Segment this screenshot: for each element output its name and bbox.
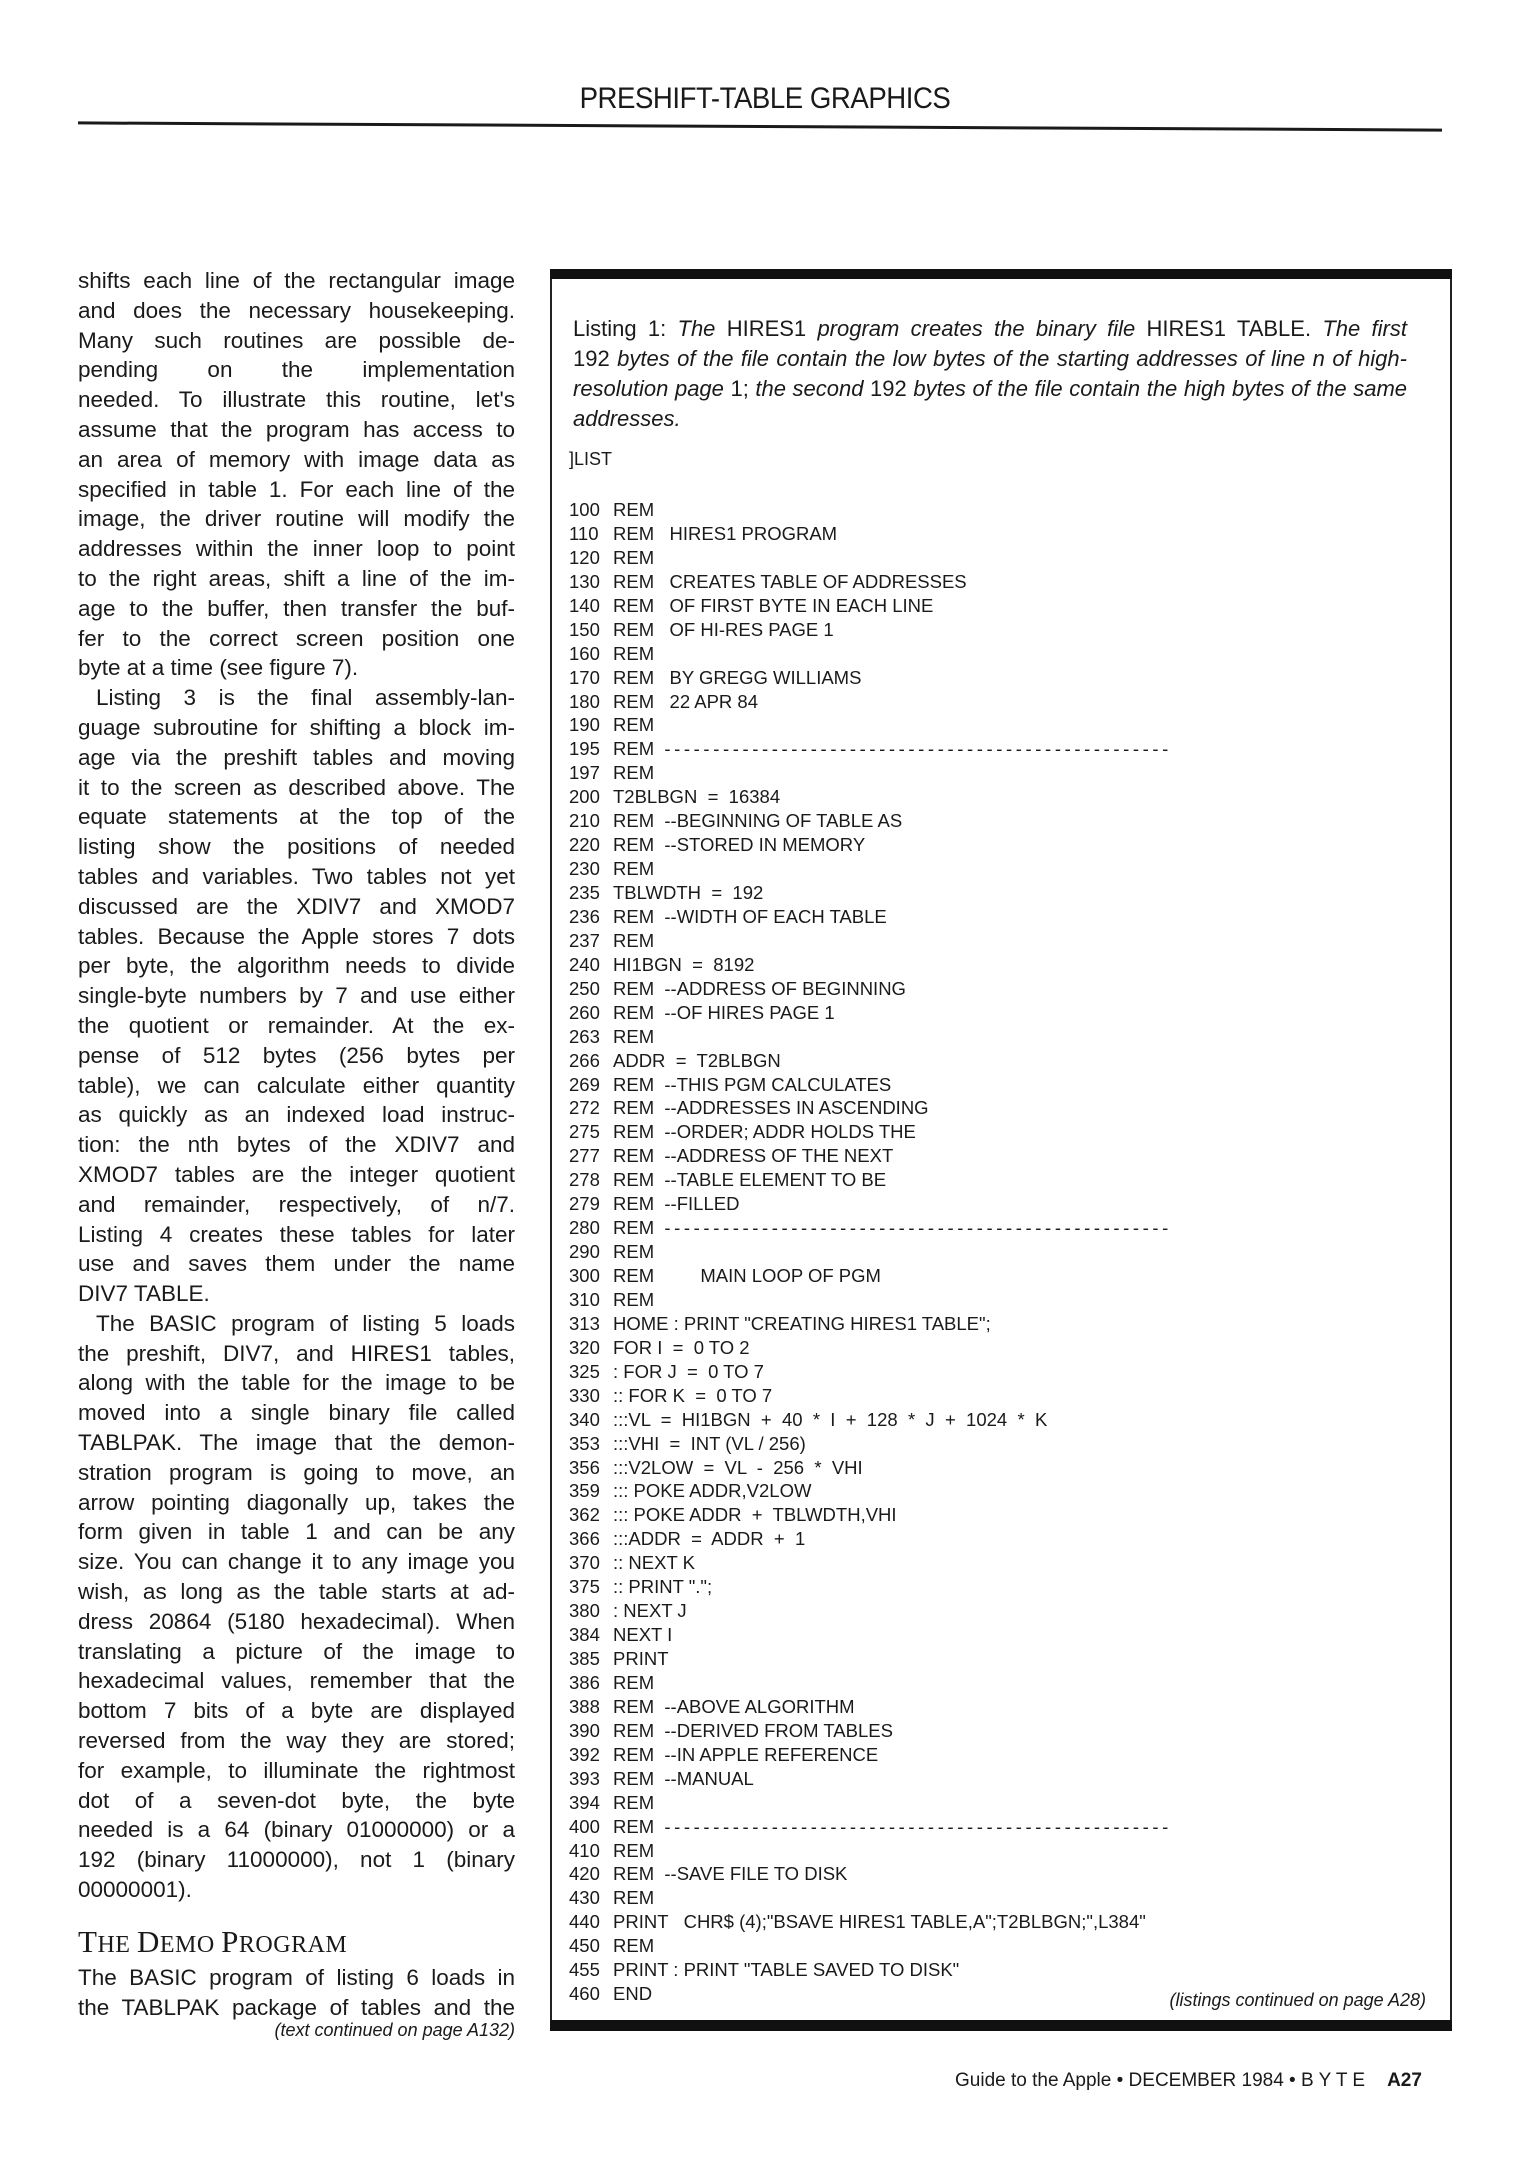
line-number: 310 [569,1288,600,1310]
body-text-line: XMOD7 tables are the integer quotient [78,1161,515,1187]
body-text-line: image, the driver routine will modify the [78,506,515,532]
code-statement: NEXT I [613,1624,673,1646]
line-number: 100 [569,499,600,520]
code-statement: REM MAIN LOOP OF PGM [613,1265,881,1286]
code-statement: PRINT CHR$ (4);"BSAVE HIRES1 TABLE,A";T2BLBGN;",L384" [613,1911,1146,1933]
line-number: 330 [569,1384,600,1406]
code-line [569,1503,1172,1527]
caption-line [573,374,1407,404]
line-number: 356 [569,1456,600,1478]
code-line [569,977,1172,1001]
code-statement: REM --ADDRESSES IN ASCENDING [613,1097,929,1119]
line-number: 325 [569,1360,600,1382]
body-text-line: Listing 3 is the final assembly-lan- [96,685,515,711]
body-text-line: needed is a 64 (binary 01000000) or a [78,1817,515,1843]
separator-dashes: ---------------------------------------------------- [664,1217,1172,1239]
code-line [569,546,1172,570]
code-statement: : FOR J = 0 TO 7 [613,1360,764,1382]
code-statement: REM [613,714,655,736]
line-number: 353 [569,1432,600,1454]
code-line [569,1192,1172,1216]
line-number: 300 [569,1265,600,1286]
code-statement: REM [613,929,655,951]
body-text-line: pense of 512 bytes (256 bytes per [78,1042,515,1068]
line-number: 450 [569,1935,600,1957]
code-statement: REM --IN APPLE REFERENCE [613,1743,879,1765]
line-number: 366 [569,1528,600,1550]
body-text-line: discussed are the XDIV7 and XMOD7 [78,893,515,919]
line-number: 180 [569,690,600,712]
caption-segment: the second [755,376,871,401]
code-statement: :: FOR K = 0 TO 7 [613,1384,773,1406]
caption-segment: HIRES1 [726,316,818,341]
code-statement: HOME : PRINT "CREATING HIRES1 TABLE"; [613,1312,991,1334]
code-line [569,1575,1172,1599]
code-line [569,809,1172,833]
caption-segment: addresses. [573,406,681,431]
listing-box-top-bar [550,269,1452,279]
line-number: 440 [569,1911,600,1933]
code-statement: REM [613,1887,655,1909]
body-text-line: bottom 7 bits of a byte are displayed [78,1698,515,1724]
code-statement: : NEXT J [613,1600,687,1622]
code-line [569,929,1172,953]
line-number: 197 [569,762,600,784]
listing-box [550,269,1452,2031]
body-text-line: the TABLPAK package of tables and the [78,1994,515,2020]
line-number: 250 [569,977,600,999]
line-number: 394 [569,1791,600,1813]
body-text-line: hexadecimal values, remember that the [78,1668,515,1694]
code-line [569,522,1172,546]
body-text-line: and remainder, respectively, of n/7. [78,1191,515,1217]
code-line [569,1791,1172,1815]
body-text-line: arrow pointing diagonally up, takes the [78,1489,515,1515]
body-text-line: table), we can calculate either quantity [78,1072,515,1098]
demo-program-paragraph [78,1963,515,2023]
body-text-line: as quickly as an indexed load instruc- [78,1102,515,1128]
footer-publication: Guide to the Apple • DECEMBER 1984 • B Y T E [955,2070,1366,2091]
line-number: 220 [569,834,600,856]
code-statement: PRINT [613,1648,669,1669]
line-number: 150 [569,618,600,640]
body-text-line: for example, to illuminate the rightmost [78,1757,515,1783]
code-statement: REM [613,499,655,520]
line-number: 269 [569,1073,600,1095]
code-statement: REM --ORDER; ADDR HOLDS THE [613,1121,916,1143]
body-text-line: tables and variables. Two tables not yet [78,863,515,889]
code-statement: REM [613,1671,655,1693]
code-line [569,1073,1172,1097]
body-text-line: fer to the correct screen position one [78,625,515,651]
code-line [569,1815,1172,1839]
code-line [569,1288,1172,1312]
caption-line [573,314,1407,344]
code-statement: REM --SAVE FILE TO DISK [613,1863,848,1885]
line-number: 210 [569,810,600,832]
body-text-line: along with the table for the image to be [78,1370,515,1396]
code-statement: REM HIRES1 PROGRAM [613,522,838,544]
code-line [569,1958,1172,1982]
listing-box-bottom-bar [550,2020,1452,2031]
code-statement: REM OF HI-RES PAGE 1 [613,618,834,640]
code-line [569,1312,1172,1336]
listings-continued-note: (listings continued on page A28) [1169,1990,1426,2010]
line-number: 392 [569,1743,600,1765]
body-text-line: needed. To illustrate this routine, let's [78,387,515,413]
code-statement: REM [613,738,665,760]
caption-segment: 1; [730,376,756,401]
code-line [569,713,1172,737]
line-number: 393 [569,1767,600,1789]
body-text-line: age to the buffer, then transfer the buf- [78,595,515,621]
code-statement: REM BY GREGG WILLIAMS [613,666,862,688]
line-number: 266 [569,1049,600,1071]
code-line [569,1432,1172,1456]
code-statement: REM [613,858,655,880]
line-number: 384 [569,1624,600,1646]
body-text-line: 00000001). [78,1877,192,1903]
code-line [569,1527,1172,1551]
code-statement: REM --OF HIRES PAGE 1 [613,1001,835,1023]
line-number: 160 [569,642,600,664]
code-line [569,1599,1172,1623]
code-line [569,1743,1172,1767]
body-text-line: an area of memory with image data as [78,446,515,472]
body-text-line: reversed from the way they are stored; [78,1728,515,1754]
line-number: 280 [569,1217,600,1239]
code-statement: :::VL = HI1BGN + 40 * I + 128 * J + 1024 * K [613,1408,1048,1430]
line-number: 455 [569,1959,600,1981]
body-text-line: it to the screen as described above. The [78,774,515,800]
code-line [569,1025,1172,1049]
code-statement: REM [613,762,655,784]
line-number: 385 [569,1648,600,1669]
body-text-line: DIV7 TABLE. [78,1281,210,1307]
body-text-line: stration program is going to move, an [78,1459,515,1485]
body-text-line: pending on the implementation [78,357,515,383]
line-number: 230 [569,858,600,880]
code-statement: REM --ADDRESS OF THE NEXT [613,1145,894,1167]
listing-caption [573,314,1407,434]
code-statement: :::ADDR = ADDR + 1 [613,1528,806,1550]
article-paragraphs [78,266,515,1905]
line-number: 170 [569,666,600,688]
code-line [569,690,1172,714]
list-command: ]LIST [569,449,613,469]
code-line [569,1144,1172,1168]
code-statement: TBLWDTH = 192 [613,882,764,903]
code-line [569,1982,1172,2006]
line-number: 235 [569,882,600,903]
code-statement: REM --BEGINNING OF TABLE AS [613,810,903,832]
line-number: 359 [569,1480,600,1502]
page-number: A27 [1387,2070,1422,2091]
code-line [569,833,1172,857]
code-line [569,1096,1172,1120]
body-text-line: tables. Because the Apple stores 7 dots [78,923,515,949]
line-number: 236 [569,905,600,927]
body-text-line: form given in table 1 and can be any [78,1519,515,1545]
code-line [569,761,1172,785]
code-statement: :::V2LOW = VL - 256 * VHI [613,1456,863,1478]
line-number: 375 [569,1576,600,1598]
code-line [569,1408,1172,1432]
code-line [569,1862,1172,1886]
body-text-line: per byte, the algorithm needs to divide [78,953,515,979]
code-statement: REM --WIDTH OF EACH TABLE [613,905,887,927]
line-number: 237 [569,929,600,951]
code-line [569,594,1172,618]
body-text-line: Listing 4 creates these tables for later [78,1221,515,1247]
code-statement: FOR I = 0 TO 2 [613,1336,750,1358]
body-text-line: equate statements at the top of the [78,804,515,830]
caption-segment: bytes of the file contain the high bytes of the same [913,376,1408,401]
line-number: 320 [569,1336,600,1358]
code-statement: REM --ADDRESS OF BEGINNING [613,977,906,999]
body-text-line: guage subroutine for shifting a block im- [78,714,515,740]
caption-segment: 192 [870,376,914,401]
basic-code-listing [569,498,1172,2006]
code-statement: ADDR = T2BLBGN [613,1049,781,1071]
line-number: 370 [569,1552,600,1574]
code-statement: REM [613,1025,655,1047]
caption-segment: The [677,316,727,341]
code-line [569,1168,1172,1192]
body-text-line: dress 20864 (5180 hexadecimal). When [78,1608,515,1634]
line-number: 390 [569,1719,600,1741]
code-statement: REM [613,1217,665,1239]
code-statement: REM [613,1839,655,1861]
code-line [569,1240,1172,1264]
code-statement: REM --ABOVE ALGORITHM [613,1695,855,1717]
code-line [569,905,1172,929]
code-statement: :: NEXT K [613,1552,695,1574]
line-number: 275 [569,1121,600,1143]
code-line [569,881,1172,905]
code-statement: REM --THIS PGM CALCULATES [613,1073,892,1095]
code-statement: REM CREATES TABLE OF ADDRESSES [613,570,967,592]
running-head-title: PRESHIFT-TABLE GRAPHICS [579,82,951,115]
code-line [569,1910,1172,1934]
body-text-line: TABLPAK. The image that the demon- [78,1430,515,1456]
line-number: 260 [569,1001,600,1023]
code-statement: ::: POKE ADDR,V2LOW [613,1480,812,1502]
code-line [569,1479,1172,1503]
body-text-line: The BASIC program of listing 5 loads [96,1310,515,1336]
code-line [569,1264,1172,1288]
code-line [569,1216,1172,1240]
caption-segment: resolution page [573,376,731,401]
body-text-line: the preshift, DIV7, and HIRES1 tables, [78,1340,515,1366]
caption-line [573,344,1407,374]
code-statement: :::VHI = INT (VL / 256) [613,1432,806,1454]
code-statement: REM [613,1815,665,1837]
code-statement: REM --TABLE ELEMENT TO BE [613,1169,887,1191]
code-statement: REM 22 APR 84 [613,690,758,712]
code-statement: END [613,1983,653,2005]
caption-line [573,404,1407,434]
section-heading: THE DEMO PROGRAM [78,1923,348,1959]
caption-segment: Listing 1: [573,316,678,341]
code-statement: REM [613,1241,655,1263]
code-statement: REM --DERIVED FROM TABLES [613,1719,893,1741]
article-body-column [78,266,515,2022]
body-text-line: tion: the nth bytes of the XDIV7 and [78,1132,515,1158]
line-number: 420 [569,1863,600,1885]
code-line [569,1647,1172,1671]
body-text-line: use and saves them under the name [78,1251,515,1277]
separator-dashes: ---------------------------------------------------- [664,738,1172,760]
code-line [569,1120,1172,1144]
body-text-line: the quotient or remainder. At the ex- [78,1012,515,1038]
body-text-line: specified in table 1. For each line of the [78,476,515,502]
body-text-line: Many such routines are possible de- [78,327,515,353]
line-number: 272 [569,1097,600,1119]
caption-segment: The first [1322,316,1407,341]
line-number: 130 [569,570,600,592]
code-statement: REM --MANUAL [613,1767,754,1789]
line-number: 140 [569,594,600,616]
line-number: 400 [569,1815,600,1837]
code-line [569,1336,1172,1360]
code-line [569,1839,1172,1863]
body-text-line: size. You can change it to any image you [78,1549,515,1575]
body-text-line: wish, as long as the table starts at ad- [78,1579,515,1605]
line-number: 278 [569,1169,600,1191]
code-statement: HI1BGN = 8192 [613,953,755,975]
line-number: 110 [569,522,599,544]
code-line [569,1695,1172,1719]
code-statement: REM --FILLED [613,1193,740,1215]
code-line [569,570,1172,594]
code-line [569,1623,1172,1647]
code-line [569,1384,1172,1408]
code-statement: :: PRINT "."; [613,1576,713,1598]
code-line [569,1934,1172,1958]
code-line [569,1551,1172,1575]
code-statement: ::: POKE ADDR + TBLWDTH,VHI [613,1504,897,1526]
caption-segment: 192 [573,346,618,371]
code-statement: REM --STORED IN MEMORY [613,834,866,856]
body-text-line: age via the preshift tables and moving [78,744,515,770]
code-line [569,1456,1172,1480]
body-text-line: 192 (binary 11000000), not 1 (binary [78,1847,515,1873]
code-line [569,618,1172,642]
body-text-line: single-byte numbers by 7 and use either [78,983,515,1009]
line-number: 340 [569,1408,600,1430]
line-number: 430 [569,1887,600,1909]
code-line [569,1719,1172,1743]
code-statement: PRINT : PRINT "TABLE SAVED TO DISK" [613,1959,960,1981]
body-text-line: to the right areas, shift a line of the im- [78,565,515,591]
line-number: 277 [569,1145,600,1167]
line-number: 460 [569,1983,600,2005]
line-number: 362 [569,1504,600,1526]
code-statement: REM [613,1791,655,1813]
body-text-line: translating a picture of the image to [78,1638,515,1664]
code-statement: REM OF FIRST BYTE IN EACH LINE [613,594,934,616]
code-line [569,857,1172,881]
separator-dashes: ---------------------------------------------------- [664,1815,1172,1837]
line-number: 386 [569,1671,600,1693]
code-statement: REM [613,546,655,568]
code-line [569,498,1172,522]
line-number: 190 [569,714,600,736]
code-line [569,953,1172,977]
code-statement: REM [613,1935,655,1957]
page-footer [955,2070,1422,2092]
code-line [569,1360,1172,1384]
line-number: 380 [569,1600,600,1622]
line-number: 200 [569,786,600,808]
body-text-line: addresses within the inner loop to point [78,536,515,562]
caption-segment: program creates the binary file [817,316,1147,341]
body-text-line: moved into a single binary file called [78,1400,515,1426]
caption-segment: bytes of the file contain the low bytes of the starting addresses of line n of high- [617,346,1407,371]
header-rule [78,121,1442,131]
code-line [569,1049,1172,1073]
body-text-line: shifts each line of the rectangular image [78,268,515,293]
body-text-line: byte at a time (see figure 7). [78,655,359,681]
line-number: 195 [569,738,600,760]
line-number: 240 [569,953,600,975]
code-statement: REM [613,642,655,664]
code-line [569,666,1172,690]
caption-segment: HIRES1 TABLE. [1146,316,1323,341]
body-text-line: dot of a seven-dot byte, the byte [78,1787,515,1813]
code-line [569,785,1172,809]
line-number: 120 [569,546,600,568]
line-number: 410 [569,1839,600,1861]
code-line [569,1767,1172,1791]
code-line [569,1001,1172,1025]
code-statement: T2BLBGN = 16384 [613,786,781,808]
text-continued-note: (text continued on page A132) [274,2020,515,2040]
body-text-line: The BASIC program of listing 6 loads in [78,1964,515,1990]
code-statement: REM [613,1288,655,1310]
code-line [569,1671,1172,1695]
line-number: 313 [569,1312,600,1334]
body-text-line: and does the necessary housekeeping. [78,297,515,323]
code-line [569,642,1172,666]
line-number: 263 [569,1025,600,1047]
code-line [569,1886,1172,1910]
body-text-line: listing show the positions of needed [78,834,515,860]
body-text-line: assume that the program has access to [78,416,515,442]
line-number: 388 [569,1695,600,1717]
line-number: 279 [569,1193,600,1215]
code-line [569,737,1172,761]
line-number: 290 [569,1241,600,1263]
